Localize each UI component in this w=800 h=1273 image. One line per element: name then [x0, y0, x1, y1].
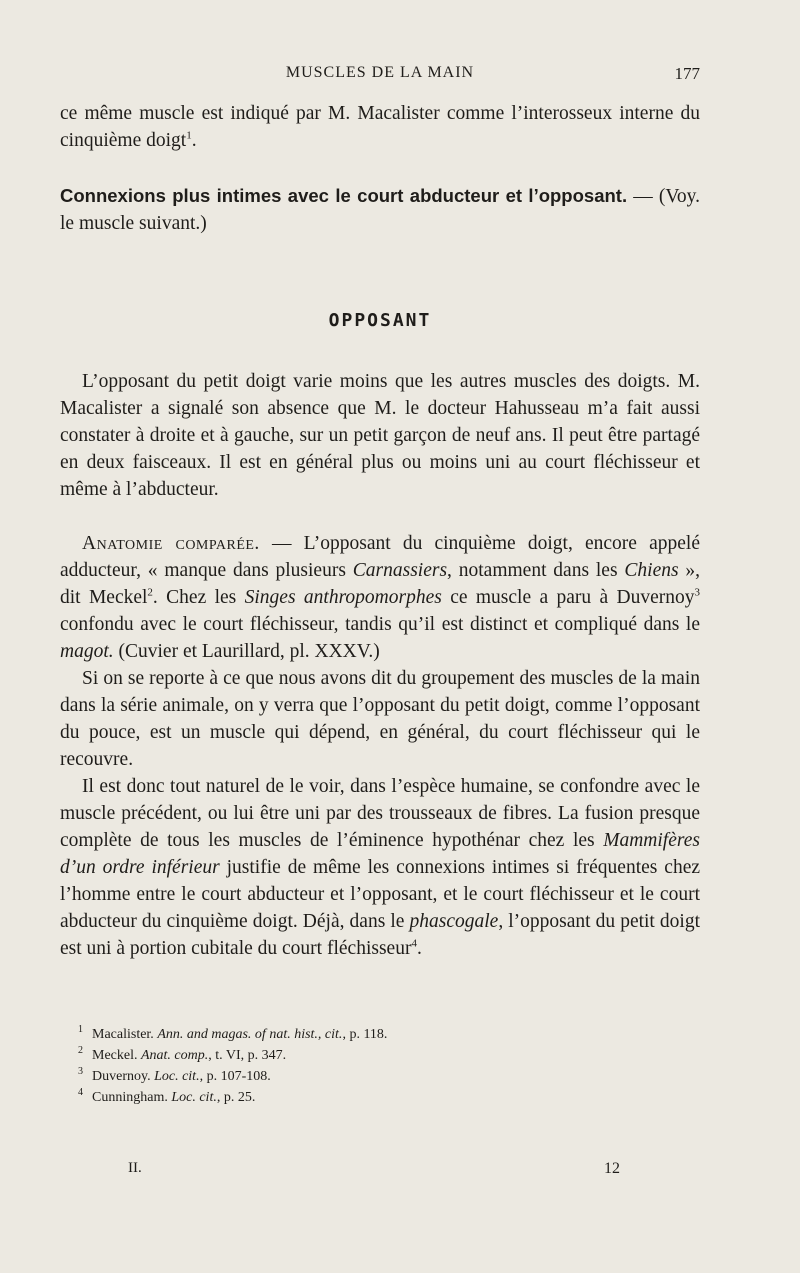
- footnote-author: Duvernoy.: [92, 1069, 155, 1084]
- footnote-author: Cunningham.: [92, 1090, 172, 1105]
- footnote-page: , p. 25.: [216, 1090, 256, 1105]
- footnote-title: Ann. and magas. of nat. hist., cit.: [157, 1027, 343, 1042]
- p6-it1: Mammifères d’un ordre inférieur: [60, 830, 700, 878]
- note-ref-1: 1: [186, 129, 192, 142]
- footnote-page: , p. 118.: [342, 1027, 388, 1042]
- footnote-page: , p. 107-108.: [199, 1069, 271, 1084]
- paragraph-opposant: [60, 368, 700, 503]
- footnote: 1 Macalister. Ann. and magas. of nat. hist., cit., p. 118.: [78, 1024, 388, 1042]
- signature-number: 12: [604, 1160, 620, 1177]
- anatomie-lead: Anatomie comparée.: [82, 533, 260, 554]
- footnote: 2 Meckel. Anat. comp., t. VI, p. 347.: [78, 1045, 287, 1063]
- p6-d: .: [416, 938, 422, 959]
- section-title: OPPOSANT: [328, 310, 432, 331]
- connexions-rest: — (Voy. le muscle suivant.): [60, 186, 700, 234]
- p4-it4: magot.: [60, 641, 114, 662]
- p4-c: », dit Meckel: [60, 560, 701, 608]
- paragraph-anatomie: [60, 530, 700, 962]
- footnote-title: Loc. cit.: [154, 1069, 200, 1084]
- p4-b: , notamment dans les: [447, 560, 625, 581]
- running-title: MUSCLES DE LA MAIN: [285, 64, 475, 81]
- p4-e: ce muscle a paru à Duvernoy: [441, 587, 695, 608]
- footnote-page: , t. VI, p. 347.: [208, 1048, 287, 1063]
- signature-mark: II.: [128, 1160, 142, 1176]
- footnotes: [78, 1024, 698, 1108]
- footnote: 3 Duvernoy. Loc. cit., p. 107-108.: [78, 1066, 271, 1084]
- p4-g: (Cuvier et Laurillard, pl. XXXV.): [113, 641, 380, 662]
- p6-a: Il est donc tout naturel de le voir, dans l’espèce humaine, se confondre avec le muscle précédent, ou lui être uni par des trousseaux de fibres. La fusion presque complète de tous les muscles de l’éminence hypothénar chez les: [60, 776, 700, 851]
- p1-text: ce même muscle est indiqué par M. Macalister comme l’interosseux interne du cinquième doigt: [60, 103, 700, 151]
- footnote-title: Loc. cit.: [171, 1090, 217, 1105]
- connexions-heading: Connexions plus intimes avec le court abducteur et l’opposant.: [60, 185, 628, 206]
- paragraph-continuation: [60, 100, 700, 154]
- paragraph-connexions: [60, 182, 700, 237]
- p6-c: , l’opposant du petit doigt est uni à portion cubitale du court fléchisseur: [60, 911, 700, 959]
- p4-it2: Chiens: [624, 560, 679, 581]
- p4-it3: Singes anthropomorphes: [244, 587, 442, 608]
- page-number: 177: [674, 64, 700, 83]
- footnote-author: Meckel.: [92, 1048, 141, 1063]
- note-ref-4: 4: [411, 937, 417, 950]
- running-header: [60, 64, 700, 88]
- p4-d: . Chez les: [152, 587, 245, 608]
- p5-text: Si on se reporte à ce que nous avons dit du groupement des muscles de la main dans la série animale, on y verra que l’opposant du petit doigt, comme l’opposant du pouce, est un muscle qui dépend, en général, du court fléchisseur qui le recouvre.: [60, 668, 700, 770]
- note-ref-2: 2: [147, 586, 153, 599]
- p4-f: confondu avec le court fléchisseur, tandis qu’il est distinct et compliqué dans le: [60, 614, 700, 635]
- footnote: 4 Cunningham. Loc. cit., p. 25.: [78, 1087, 256, 1105]
- p3-text: L’opposant du petit doigt varie moins que les autres muscles des doigts. M. Macalister a signalé son absence que M. le docteur Hahusseau m’a fait aussi constater à droite et à gauche, sur un petit garçon de neuf ans. Il peut être partagé en deux faisceaux. Il est en général plus ou moins uni au court fléchisseur et même à l’abducteur.: [60, 371, 700, 500]
- p6-it2: phascogale: [409, 911, 499, 932]
- p4-a: — L’opposant du cinquième doigt, encore appelé adducteur, « manque dans plusieurs: [60, 533, 700, 581]
- p1-end: .: [191, 130, 197, 151]
- footnote-title: Anat. comp.: [140, 1048, 209, 1063]
- note-ref-3: 3: [694, 586, 701, 599]
- footnote-author: Macalister.: [92, 1027, 158, 1042]
- p6-b: justifie de même les connexions intimes si fréquentes chez l’homme entre le court abducteur et l’opposant, et le court fléchisseur et le court abducteur du cinquième doigt. Déjà, dans le: [60, 857, 701, 932]
- p4-it1: Carnassiers: [352, 560, 448, 581]
